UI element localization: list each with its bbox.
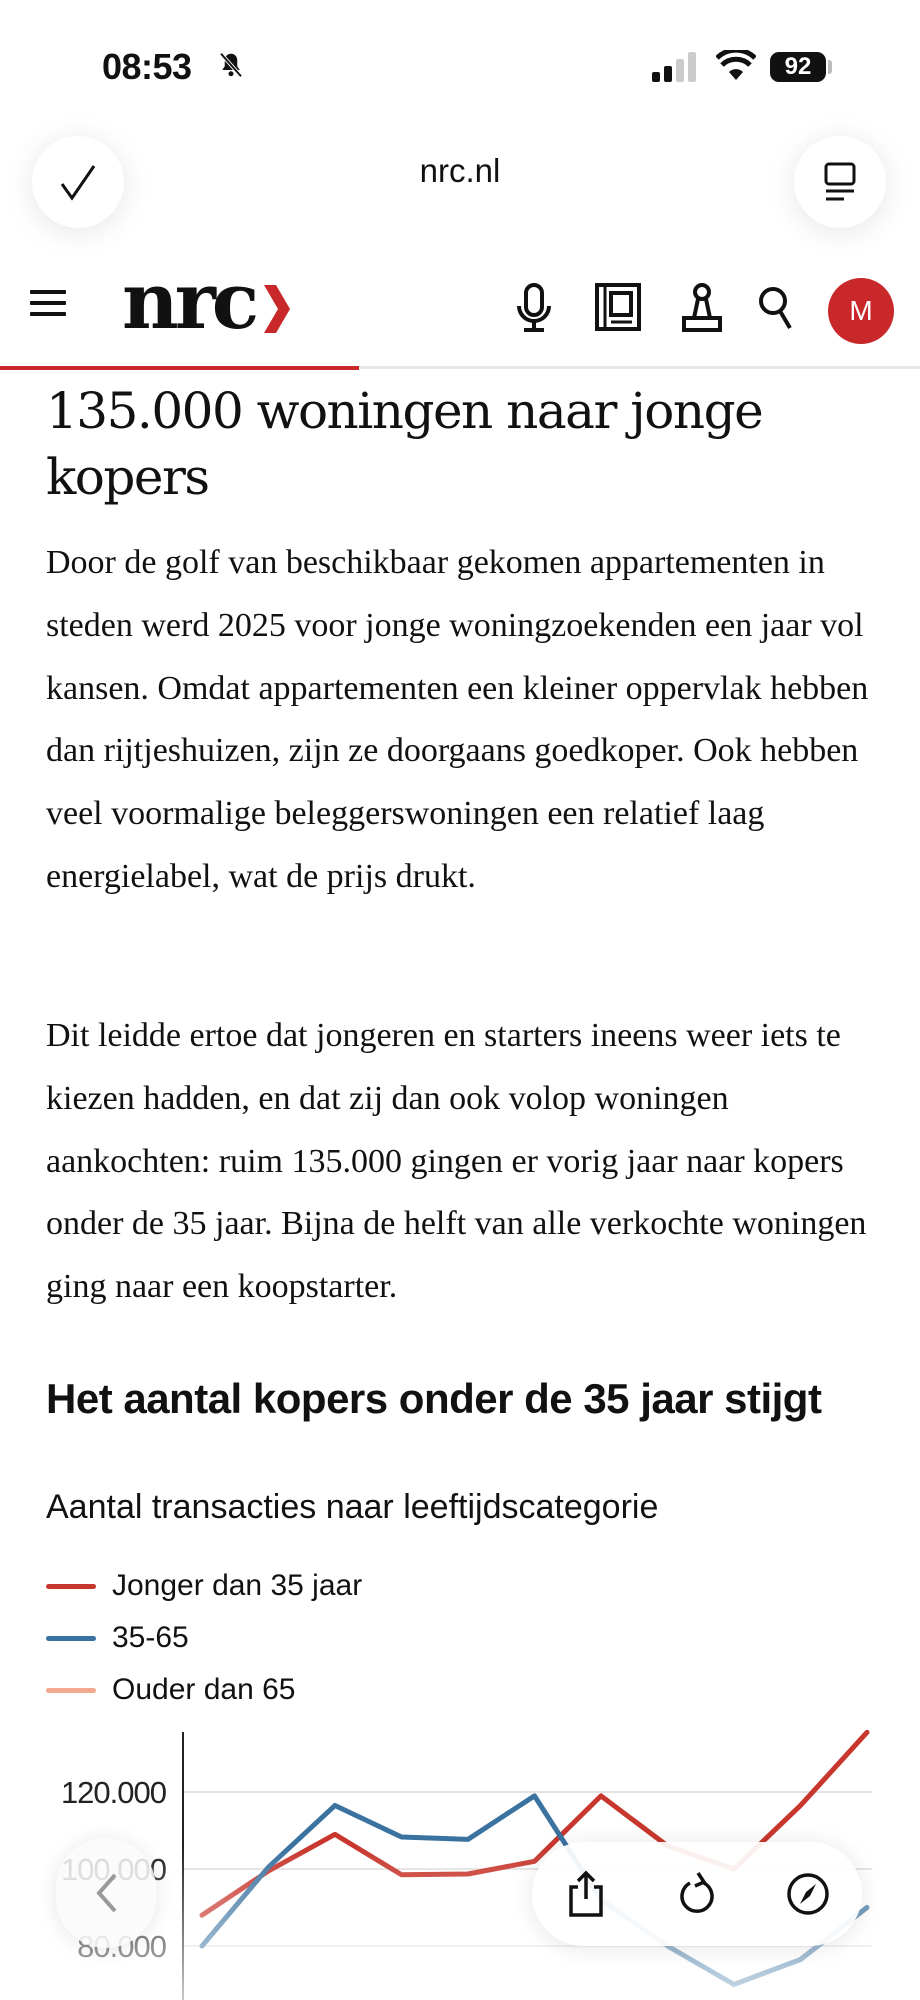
chevron-left-icon [91, 1871, 121, 1915]
status-bar [0, 0, 920, 120]
browser-toolbar [532, 1842, 862, 1946]
chart-legend [46, 1560, 362, 1716]
paragraph-1: Door de golf van beschikbaar gekomen appartementen in steden werd 2025 voor jonge woningzoekenden een jaar vol kansen. Omdat appartementen een kleiner oppervlak hebben dan rijtjeshuizen, zijn ze doorgaans goedkoper. Ook hebben veel voormalige beleggerswoningen een relatief laag energielabel, wat de prijs drukt. [46, 544, 869, 895]
hamburger-menu-button[interactable] [30, 290, 66, 323]
legend-item-old [46, 1664, 362, 1716]
section-heading: 135.000 woningen naar jonge kopers [46, 382, 763, 506]
url-display[interactable]: nrc.nl [419, 152, 501, 189]
silent-bell-icon [216, 50, 246, 80]
microphone-icon[interactable] [514, 282, 554, 334]
share-button[interactable] [558, 1866, 614, 1922]
safari-compass-button[interactable] [780, 1866, 836, 1922]
reload-icon [676, 1869, 720, 1919]
reload-button[interactable] [670, 1866, 726, 1922]
nrc-logo[interactable]: nrc [122, 256, 256, 347]
reader-mode-icon [820, 160, 860, 204]
wifi-icon [716, 50, 756, 82]
share-icon [566, 1869, 606, 1919]
user-avatar[interactable]: M [828, 278, 894, 344]
chart-title: Het aantal kopers onder de 35 jaar stijgt [46, 1375, 822, 1422]
legend-item-young [46, 1560, 362, 1612]
legend-label: Jonger dan 35 jaar [112, 1569, 363, 1602]
legend-label: Ouder dan 65 [112, 1673, 296, 1706]
battery-tip [828, 60, 832, 74]
legend-swatch [46, 1688, 96, 1693]
reader-tabs-button[interactable] [794, 136, 886, 228]
battery-level: 92 [770, 52, 826, 82]
legend-swatch [46, 1584, 96, 1589]
paragraph-2: Dit leidde ertoe dat jongeren en starters ineens weer iets te kiezen hadden, en dat zij dan ook volop woningen aankochten: ruim 135.000 gingen er vorig jaar naar kopers onder de 35 jaar. Bijna de helft van alle verkochte woningen ging naar een koopstarter. [46, 1017, 867, 1306]
newspaper-edition-icon[interactable] [594, 282, 642, 332]
article [46, 378, 876, 510]
reading-progress-fill [0, 366, 359, 370]
search-icon[interactable] [756, 284, 796, 332]
reading-progress-bar [0, 366, 920, 369]
chart-subtitle: Aantal transacties naar leeftijdscategorie [46, 1488, 659, 1526]
cellular-signal-icon [652, 52, 698, 82]
compass-icon [785, 1871, 831, 1917]
legend-swatch [46, 1636, 96, 1641]
legend-item-middle [46, 1612, 362, 1664]
puzzle-pawn-icon[interactable] [680, 282, 724, 334]
logo-chevron-icon [262, 285, 292, 333]
status-time: 08:53 [102, 46, 192, 87]
legend-label: 35-65 [112, 1621, 189, 1654]
back-button[interactable] [56, 1838, 156, 1948]
